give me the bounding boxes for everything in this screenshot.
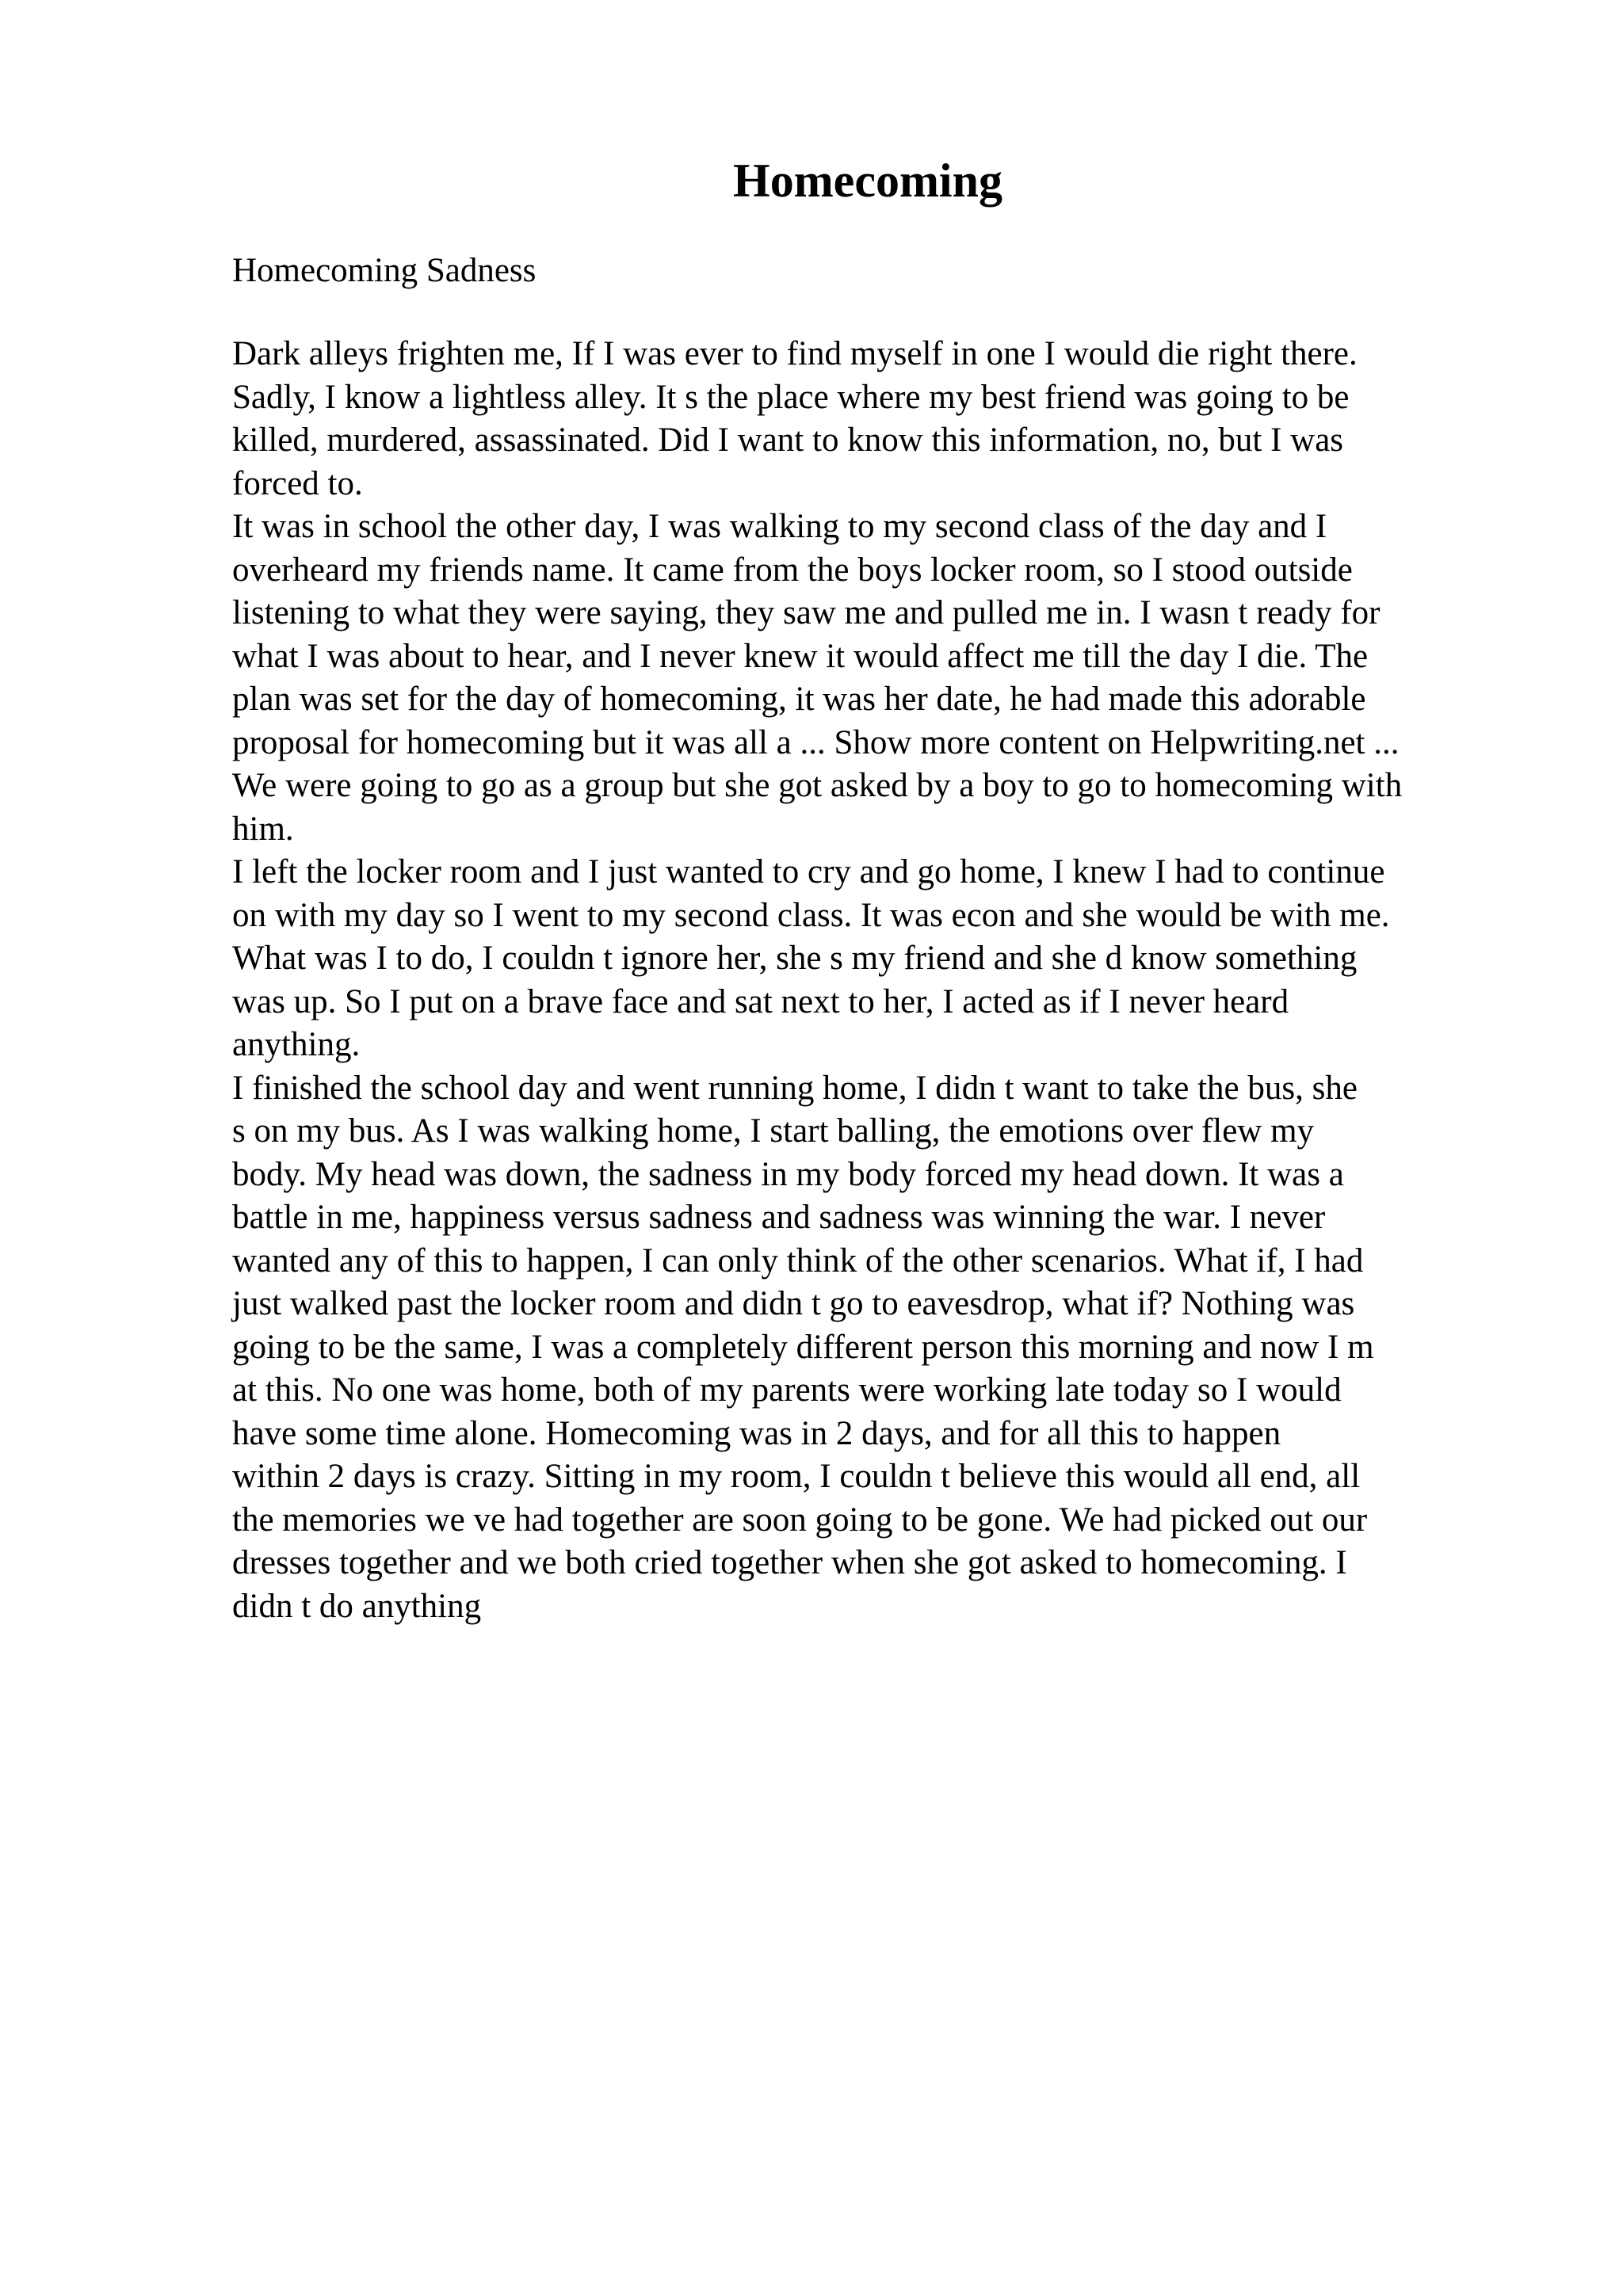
body-text-line: proposal for homecoming but it was all a ... Show more content on Helpwriting.net ...	[232, 723, 1400, 761]
document-body	[232, 333, 1595, 1628]
body-text-line: the memories we ve had together are soon going to be gone. We had picked out our	[232, 1501, 1368, 1539]
body-text-line: dresses together and we both cried together when she got asked to homecoming. I	[232, 1544, 1347, 1581]
body-text-line: Sadly, I know a lightless alley. It s the place where my best friend was going to be	[232, 378, 1350, 416]
body-text-line: have some time alone. Homecoming was in 2 days, and for all this to happen	[232, 1414, 1281, 1452]
body-text-line: at this. No one was home, both of my parents were working late today so I would	[232, 1371, 1342, 1409]
body-text-line: didn t do anything	[232, 1587, 482, 1625]
body-text-line: anything.	[232, 1026, 361, 1063]
body-text-line: I finished the school day and went running home, I didn t want to take the bus, she	[232, 1069, 1358, 1107]
body-text-line: listening to what they were saying, they saw me and pulled me in. I wasn t ready for	[232, 594, 1381, 631]
body-text-line: What was I to do, I couldn t ignore her, she s my friend and she d know something	[232, 940, 1358, 977]
body-text-line: Dark alleys frighten me, If I was ever to find myself in one I would die right there.	[232, 335, 1358, 372]
body-text-line: It was in school the other day, I was walking to my second class of the day and I	[232, 508, 1327, 545]
body-text-line: body. My head was down, the sadness in my body forced my head down. It was a	[232, 1155, 1344, 1193]
body-text-line: forced to.	[232, 464, 363, 502]
body-text-line: killed, murdered, assassinated. Did I want to know this information, no, but I was	[232, 421, 1344, 459]
body-text-line: wanted any of this to happen, I can only think of the other scenarios. What if, I had	[232, 1241, 1364, 1280]
body-text-line: him.	[232, 810, 294, 848]
body-text-line: going to be the same, I was a completely different person this morning and now I m	[232, 1328, 1374, 1366]
body-text-line: overheard my friends name. It came from the boys locker room, so I stood outside	[232, 551, 1353, 589]
document-subtitle: Homecoming Sadness	[232, 252, 537, 289]
body-text-line: within 2 days is crazy. Sitting in my room, I couldn t believe this would all end, all	[232, 1458, 1361, 1495]
body-text-line: battle in me, happiness versus sadness and sadness was winning the war. I never	[232, 1199, 1326, 1236]
body-text-line: plan was set for the day of homecoming, it was her date, he had made this adorable	[232, 681, 1366, 718]
body-text-line: was up. So I put on a brave face and sat next to her, I acted as if I never heard	[232, 982, 1289, 1020]
body-text-line: s on my bus. As I was walking home, I start balling, the emotions over flew my	[232, 1112, 1315, 1150]
document-title: Homecoming	[733, 154, 1002, 207]
body-text-line: I left the locker room and I just wanted to cry and go home, I knew I had to continue	[232, 853, 1385, 891]
body-text-line: on with my day so I went to my second class. It was econ and she would be with me.	[232, 896, 1390, 934]
body-text-line: what I was about to hear, and I never knew it would affect me till the day I die. The	[232, 637, 1369, 675]
body-text-line: just walked past the locker room and didn t go to eavesdrop, what if? Nothing was	[232, 1285, 1355, 1322]
body-text-line: We were going to go as a group but she got asked by a boy to go to homecoming with	[232, 767, 1403, 804]
